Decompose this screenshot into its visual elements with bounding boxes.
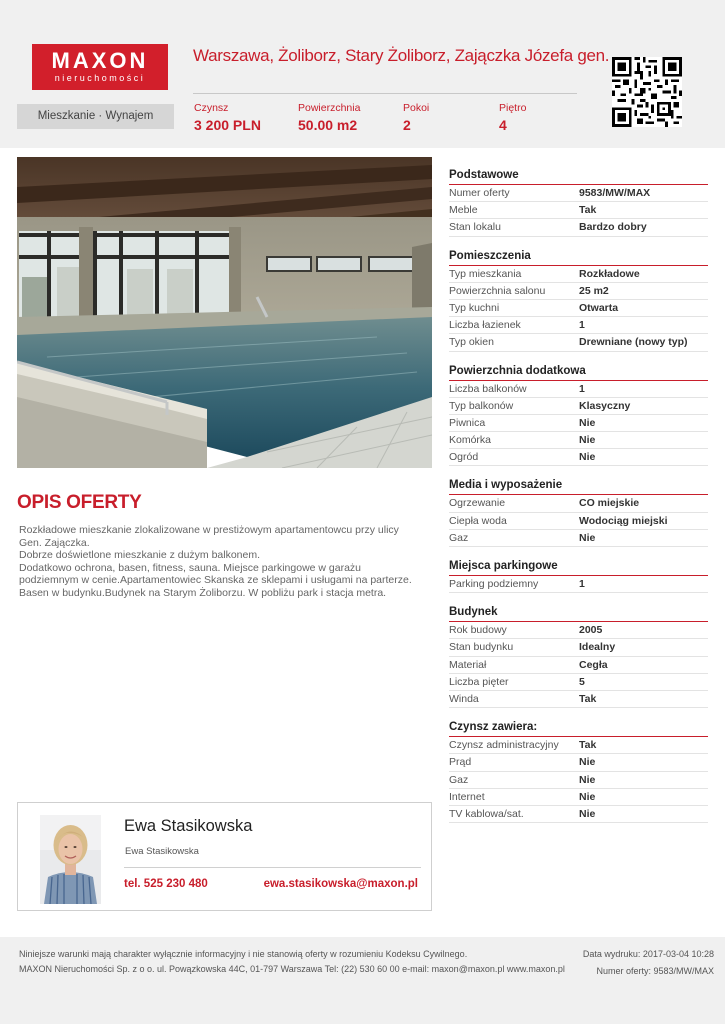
detail-row [449,283,708,300]
detail-label: Numer oferty [449,187,510,199]
detail-label: Liczba łazienek [449,319,521,332]
detail-label: Piwnica [449,416,486,429]
detail-row [449,513,708,530]
section-title: Powierzchnia dodatkowa [449,364,586,377]
detail-value: Nie [579,531,596,544]
detail-label: Liczba pięter [449,675,509,688]
section-media [449,478,708,547]
section-title: Miejsca parkingowe [449,560,558,572]
detail-label: Gaz [449,531,469,544]
detail-label: Gaz [449,773,469,786]
stat-value: 3 200 PLN [194,117,261,133]
detail-value: Drewniane (nowy typ) [579,336,688,349]
agent-name: Ewa Stasikowska [124,817,253,835]
detail-value: 25 m2 [579,284,609,297]
description-body [19,524,419,600]
detail-row [449,754,708,771]
detail-label: Typ balkonów [449,399,514,412]
detail-row [449,657,708,674]
stat-label: Powierzchnia [298,102,361,114]
detail-label: TV kablowa/sat. [449,807,524,820]
detail-value: Nie [579,416,596,429]
print-date: Data wydruku: 2017-03-04 10:28 [582,949,714,959]
stat-area [298,102,360,133]
detail-value: Bardzo dobry [579,221,647,234]
section-title: Czynsz zawiera: [449,721,538,734]
detail-label: Liczba balkonów [449,382,527,395]
detail-label: Meble [449,204,478,217]
agent-subtitle: Ewa Stasikowska [125,846,199,857]
agent-avatar [40,815,101,904]
detail-label: Typ mieszkania [449,267,522,280]
title-divider [193,93,577,94]
stat-rent [194,102,261,133]
logo-wordmark: MAXON [51,48,149,73]
detail-value: Nie [579,434,596,447]
footer-disclaimer: Niniejsze warunki mają charakter wyłącznie informacyjny i nie stanowią oferty w rozumieniu Kodeksu Cywilnego. [19,949,468,959]
section-rooms [449,249,708,352]
detail-row [449,415,708,432]
detail-value: 1 [579,578,585,590]
section-basic [449,168,708,237]
detail-label: Rok budowy [449,624,507,637]
logo-tagline: nieruchomości [54,73,146,83]
detail-row [449,737,708,754]
detail-value: Idealny [579,641,616,654]
detail-row [449,398,708,415]
stat-rooms [403,102,429,133]
agent-card [17,802,432,911]
detail-row [449,622,708,639]
detail-value: 1 [579,382,585,395]
detail-value: Nie [579,451,596,464]
detail-value: Tak [579,204,597,217]
section-title: Pomieszczenia [449,249,531,262]
description-title: OPIS OFERTY [17,492,142,513]
description-line: Rozkładowe mieszkanie zlokalizowane w prestiżowym apartamentowcu przy ulicy Gen. Zajączka. [19,524,399,549]
detail-row [449,772,708,789]
detail-value: CO miejskie [579,497,640,510]
detail-label: Parking podziemny [449,578,539,590]
detail-row [449,432,708,449]
detail-row [449,266,708,283]
detail-value: Nie [579,807,596,820]
stat-value: 2 [403,117,411,133]
detail-label: Powierzchnia salonu [449,284,546,297]
detail-row [449,789,708,806]
detail-label: Internet [449,790,485,803]
stat-value: 4 [499,117,507,133]
agent-divider [124,867,421,868]
section-title: Podstawowe [449,169,519,181]
detail-row [449,381,708,398]
detail-label: Winda [449,692,479,705]
detail-value: 2005 [579,624,603,637]
detail-label: Stan budynku [449,641,514,654]
detail-row [449,806,708,823]
qr-code-icon[interactable] [612,57,682,127]
detail-row [449,639,708,656]
detail-row [449,530,708,547]
detail-row [449,219,708,236]
detail-row [449,449,708,466]
detail-value: Rozkładowe [579,267,640,280]
detail-label: Materiał [449,658,487,671]
detail-label: Czynsz administracyjny [449,739,559,752]
stat-value: 50.00 m2 [298,117,358,133]
section-extra-area [449,364,708,467]
detail-label: Stan lokalu [449,221,501,234]
detail-value: 1 [579,319,585,332]
property-photo[interactable] [17,157,432,468]
stat-label: Pokoi [403,102,430,114]
section-parking [449,559,708,593]
detail-value: Tak [579,692,597,705]
section-rent-includes [449,720,708,823]
detail-row [449,202,708,219]
detail-label: Ogród [449,451,479,464]
offer-type-badge: Mieszkanie · Wynajem [17,104,174,129]
section-building [449,605,708,708]
detail-row [449,495,708,512]
listing-title: Warszawa, Żoliborz, Stary Żoliborz, Zajączka Józefa gen. [193,46,610,65]
header [0,0,725,148]
detail-value: Nie [579,756,596,769]
detail-value: 5 [579,675,585,688]
agent-email-link[interactable]: ewa.stasikowska@maxon.pl [263,878,418,890]
detail-row [449,576,708,593]
detail-label: Ogrzewanie [449,497,506,510]
detail-label: Prąd [449,756,472,769]
footer-offer-number: Numer oferty: 9583/MW/MAX [596,966,714,976]
detail-row [449,300,708,317]
section-title: Budynek [449,606,498,619]
detail-value: Otwarta [579,301,619,314]
detail-row [449,317,708,334]
detail-value: Nie [579,790,596,803]
detail-value: Nie [579,773,596,786]
description-line: Dodatkowo ochrona, basen, fitness, sauna. Miejsce parkingowe w garażu podziemnym w cenie.Apartamentowiec Skanska ze sklepami i usługami na parterze. Basen w budynku.Budynek na Starym Żoliborzu. W pobliżu park i stacja metra. [19,561,412,599]
detail-row [449,674,708,691]
detail-label: Ciepła woda [449,514,507,527]
detail-row [449,691,708,708]
detail-value: Tak [579,739,597,752]
detail-label: Komórka [449,434,492,447]
detail-value: Wodociąg miejski [579,514,668,527]
stat-label: Piętro [499,102,527,114]
footer-company: MAXON Nieruchomości Sp. z o o. ul. Powązkowska 44C, 01-797 Warszawa Tel: (22) 530 60 00 e-mail: maxon@maxon.pl www.maxon.pl [19,964,565,974]
detail-row [449,185,708,202]
agent-phone-link[interactable]: tel. 525 230 480 [124,878,208,890]
detail-value: 9583/MW/MAX [579,187,651,199]
detail-value: Cegła [579,658,608,671]
footer [0,937,725,1024]
detail-label: Typ okien [449,336,494,349]
section-title: Media i wyposażenie [449,479,563,492]
maxon-logo[interactable] [32,44,168,90]
stat-floor [499,102,526,133]
detail-value: Klasyczny [579,399,631,412]
description-line: Dobrze doświetlone mieszkanie z dużym balkonem. [19,549,261,562]
detail-label: Typ kuchni [449,301,500,314]
property-details [449,168,708,823]
stat-label: Czynsz [194,102,229,114]
detail-row [449,334,708,351]
